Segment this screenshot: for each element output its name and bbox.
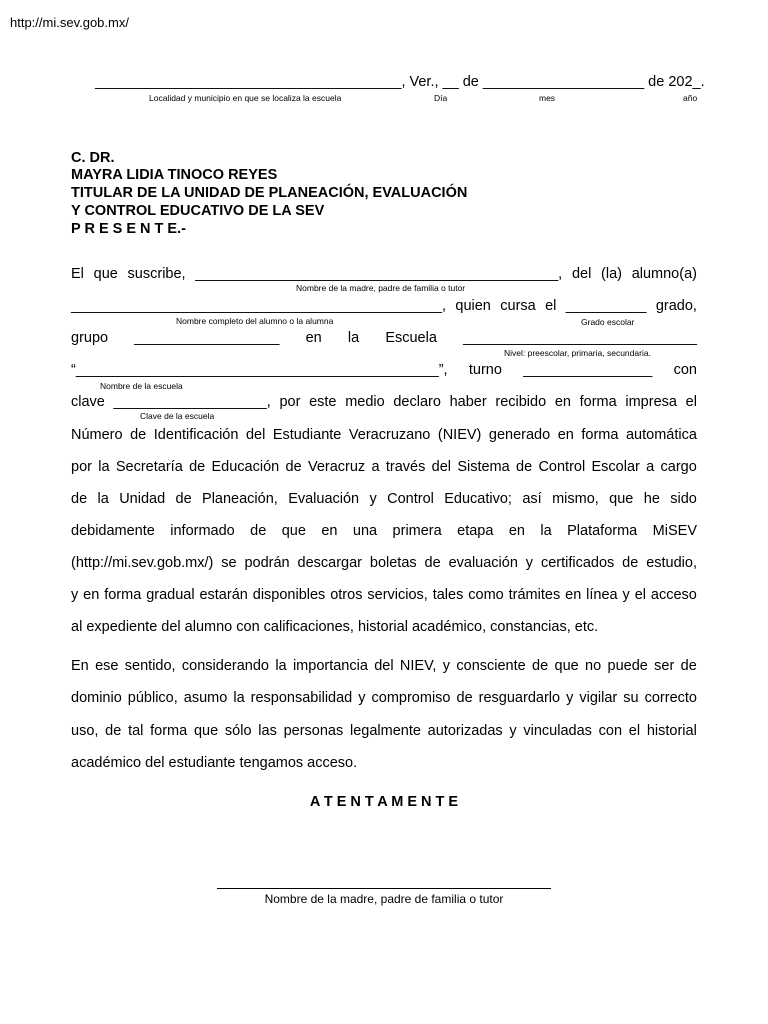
word: tales: [432, 587, 464, 603]
word: la: [275, 658, 287, 674]
word: de: [516, 459, 533, 475]
word: MiSEV: [652, 523, 697, 539]
caption-student-name: Nombre completo del alumno o la alumna: [176, 316, 334, 326]
word: Unidad: [119, 491, 166, 507]
word: que: [609, 491, 634, 507]
caption-year: año: [683, 93, 698, 103]
word: ser: [654, 658, 675, 674]
word: etapa: [457, 523, 494, 539]
word: suscribe,: [127, 266, 186, 282]
word: de: [680, 658, 697, 674]
word: de: [189, 459, 206, 475]
word: de: [285, 459, 302, 475]
word: considerando: [181, 658, 269, 674]
word: este: [309, 394, 337, 410]
word: en: [557, 427, 574, 443]
word: trámites: [508, 587, 561, 603]
word: tal: [128, 723, 144, 739]
paragraph-1-line: [71, 587, 697, 603]
caption-grade: Grado escolar: [581, 317, 635, 327]
paragraph-1-line: [71, 459, 697, 475]
caption-month: mes: [539, 93, 556, 103]
word: de: [532, 658, 549, 674]
word: su: [623, 690, 639, 706]
word: compromiso: [371, 690, 451, 706]
word: sentido,: [124, 658, 176, 674]
paragraph-1-line: [71, 555, 697, 571]
word: disponibles: [252, 587, 326, 603]
word: estarán: [199, 587, 248, 603]
word: forma: [104, 587, 142, 603]
word: asumo: [183, 690, 228, 706]
date-line: ______________________________________, Ver., __ de ____________________ de 202_.: [95, 74, 705, 90]
word: en: [305, 330, 322, 346]
word: el: [634, 587, 646, 603]
word: en: [321, 523, 338, 539]
word: Veracruz: [307, 459, 366, 475]
word: Sistema: [457, 459, 510, 475]
word: Educación: [211, 459, 280, 475]
word: de: [456, 690, 473, 706]
word: cursa: [500, 298, 536, 314]
caption-day: Día: [434, 93, 448, 103]
word: en: [554, 394, 571, 410]
word: ese: [95, 658, 119, 674]
paragraph-1-line: [71, 427, 697, 443]
word: autorizadas: [427, 723, 503, 739]
word: (la): [601, 266, 622, 282]
word: primera: [392, 523, 442, 539]
word: el: [545, 298, 557, 314]
word: alumno(a): [631, 266, 697, 282]
word: y: [622, 587, 630, 603]
form-row-4: [71, 362, 697, 378]
word: del: [245, 427, 266, 443]
word: Evaluación: [288, 491, 360, 507]
word: estudio,: [646, 555, 697, 571]
word: “_____________________________________________”,: [71, 362, 448, 378]
word: y: [525, 555, 534, 571]
word: (NIEV): [437, 427, 482, 443]
word: de: [250, 523, 267, 539]
signature-line: [217, 888, 551, 889]
word: que: [193, 723, 219, 739]
word: informado: [170, 523, 235, 539]
word: declaro: [393, 394, 441, 410]
word: mismo,: [552, 491, 599, 507]
word: de: [175, 491, 192, 507]
word: puede: [607, 658, 648, 674]
word: de: [130, 427, 147, 443]
form-row-1: [71, 266, 697, 282]
word: quien: [455, 298, 491, 314]
word: a: [371, 459, 380, 475]
word: la: [98, 459, 110, 475]
word: Escolar: [591, 459, 640, 475]
word: vigilar: [579, 690, 618, 706]
word: Educativo;: [444, 491, 512, 507]
word: forma: [150, 723, 188, 739]
word: personas: [283, 723, 344, 739]
word: de: [105, 723, 122, 739]
word: dominio: [71, 690, 122, 706]
paragraph-1-last-line: al expediente del alumno con calificaciones, historial académico, constancias, etc.: [71, 619, 599, 635]
word: el: [685, 394, 697, 410]
caption-level: Nivel: preescolar, primaria, secundaria.: [504, 348, 651, 358]
word: historial: [646, 723, 697, 739]
word: Control: [538, 459, 586, 475]
caption-parent-name: Nombre de la madre, padre de familia o tutor: [296, 283, 466, 293]
word: sólo: [224, 723, 252, 739]
word: las: [258, 723, 277, 739]
page-url: http://mi.sev.gob.mx/: [10, 15, 129, 30]
caption-school-name: Nombre de la escuela: [100, 381, 183, 391]
word: recibido: [495, 394, 547, 410]
word: ___________________,: [113, 394, 271, 410]
word: impresa: [625, 394, 677, 410]
word: con: [673, 362, 697, 378]
word: así: [522, 491, 542, 507]
form-row-2: [71, 298, 697, 314]
word: uso,: [71, 723, 99, 739]
word: Secretaría: [115, 459, 183, 475]
word: el: [628, 723, 641, 739]
word: como: [468, 587, 504, 603]
paragraph-1-line: [71, 523, 697, 539]
paragraph-2-line: [71, 690, 697, 706]
word: Escuela: [385, 330, 437, 346]
word: en: [508, 523, 525, 539]
word: línea: [586, 587, 618, 603]
word: y: [71, 587, 79, 603]
word: que: [281, 523, 306, 539]
word: legalmente: [349, 723, 421, 739]
word: a: [646, 459, 655, 475]
word: responsabilidad: [250, 690, 353, 706]
word: en: [565, 587, 582, 603]
addressee-position-2: Y CONTROL EDUCATIVO DE LA SEV: [71, 203, 325, 219]
word: grado,: [655, 298, 697, 314]
word: la: [97, 491, 109, 507]
word: resguardarlo: [478, 690, 561, 706]
word: con: [598, 723, 623, 739]
form-row-5: [71, 394, 697, 410]
word: Control: [387, 491, 434, 507]
word: haber: [449, 394, 487, 410]
word: medio: [345, 394, 385, 410]
word: y: [509, 723, 517, 739]
word: generado: [488, 427, 551, 443]
presente: P R E S E N T E.-: [71, 221, 186, 237]
word: _____________________________: [463, 330, 697, 346]
word: certificados: [540, 555, 615, 571]
form-row-3: [71, 330, 697, 346]
word: Estudiante: [272, 427, 342, 443]
word: otros: [330, 587, 363, 603]
word: podrán: [244, 555, 290, 571]
addressee-title: C. DR.: [71, 150, 115, 166]
word: de: [71, 491, 88, 507]
paragraph-2-line: [71, 723, 697, 739]
word: y: [566, 690, 574, 706]
word: boletas: [369, 555, 417, 571]
word: Planeación,: [202, 491, 278, 507]
word: vinculadas: [523, 723, 592, 739]
word: evaluación: [448, 555, 518, 571]
word: del: [431, 459, 452, 475]
word: y: [369, 491, 377, 507]
word: gradual: [146, 587, 195, 603]
word: por: [71, 459, 92, 475]
word: clave: [71, 394, 105, 410]
word: no: [585, 658, 602, 674]
word: turno: [468, 362, 502, 378]
addressee-name: MAYRA LIDIA TINOCO REYES: [71, 167, 278, 183]
word: sido: [670, 491, 697, 507]
word: través: [385, 459, 426, 475]
word: grupo: [71, 330, 109, 346]
word: que: [93, 266, 118, 282]
word: he: [643, 491, 660, 507]
word: (http://mi.sev.gob.mx/): [71, 555, 214, 571]
atentamente: A T E N T A M E N T E: [309, 794, 459, 810]
word: El: [71, 266, 84, 282]
word: __________________: [134, 330, 280, 346]
caption-school-key: Clave de la escuela: [140, 411, 215, 421]
word: __________: [565, 298, 647, 314]
word: del: [571, 266, 592, 282]
word: por: [279, 394, 301, 410]
word: _____________________________________________,: [195, 266, 563, 282]
word: forma: [579, 394, 617, 410]
paragraph-2-last-line: académico del estudiante tengamos acceso.: [71, 755, 358, 771]
word: consciente: [456, 658, 526, 674]
paragraph-1-line: [71, 491, 697, 507]
word: que: [554, 658, 579, 674]
word: En: [71, 658, 89, 674]
signature-caption: Nombre de la madre, padre de familia o tutor: [264, 892, 504, 906]
word: NIEV,: [399, 658, 437, 674]
word: ________________: [523, 362, 653, 378]
word: la: [233, 690, 245, 706]
word: Plataforma: [567, 523, 638, 539]
word: del: [374, 658, 394, 674]
word: servicios,: [367, 587, 428, 603]
word: correcto: [644, 690, 697, 706]
caption-locality: Localidad y municipio en que se localiza la escuela: [149, 93, 342, 103]
word: Veracruzano: [348, 427, 431, 443]
word: la: [347, 330, 360, 346]
word: descargar: [297, 555, 362, 571]
word: Número: [71, 427, 123, 443]
word: importancia: [292, 658, 368, 674]
word: forma: [581, 427, 619, 443]
word: público,: [127, 690, 178, 706]
word: automática: [625, 427, 697, 443]
word: en: [83, 587, 100, 603]
addressee-position-1: TITULAR DE LA UNIDAD DE PLANEACIÓN, EVALUACIÓN: [71, 185, 468, 201]
word: acceso: [650, 587, 697, 603]
word: la: [540, 523, 552, 539]
word: Identificación: [153, 427, 239, 443]
word: de: [424, 555, 441, 571]
word: cargo: [660, 459, 697, 475]
word: de: [622, 555, 639, 571]
word: debidamente: [71, 523, 155, 539]
word: ______________________________________________,: [71, 298, 446, 314]
word: y: [442, 658, 451, 674]
word: se: [221, 555, 237, 571]
paragraph-2-line: [71, 658, 697, 674]
word: una: [352, 523, 378, 539]
word: y: [358, 690, 366, 706]
